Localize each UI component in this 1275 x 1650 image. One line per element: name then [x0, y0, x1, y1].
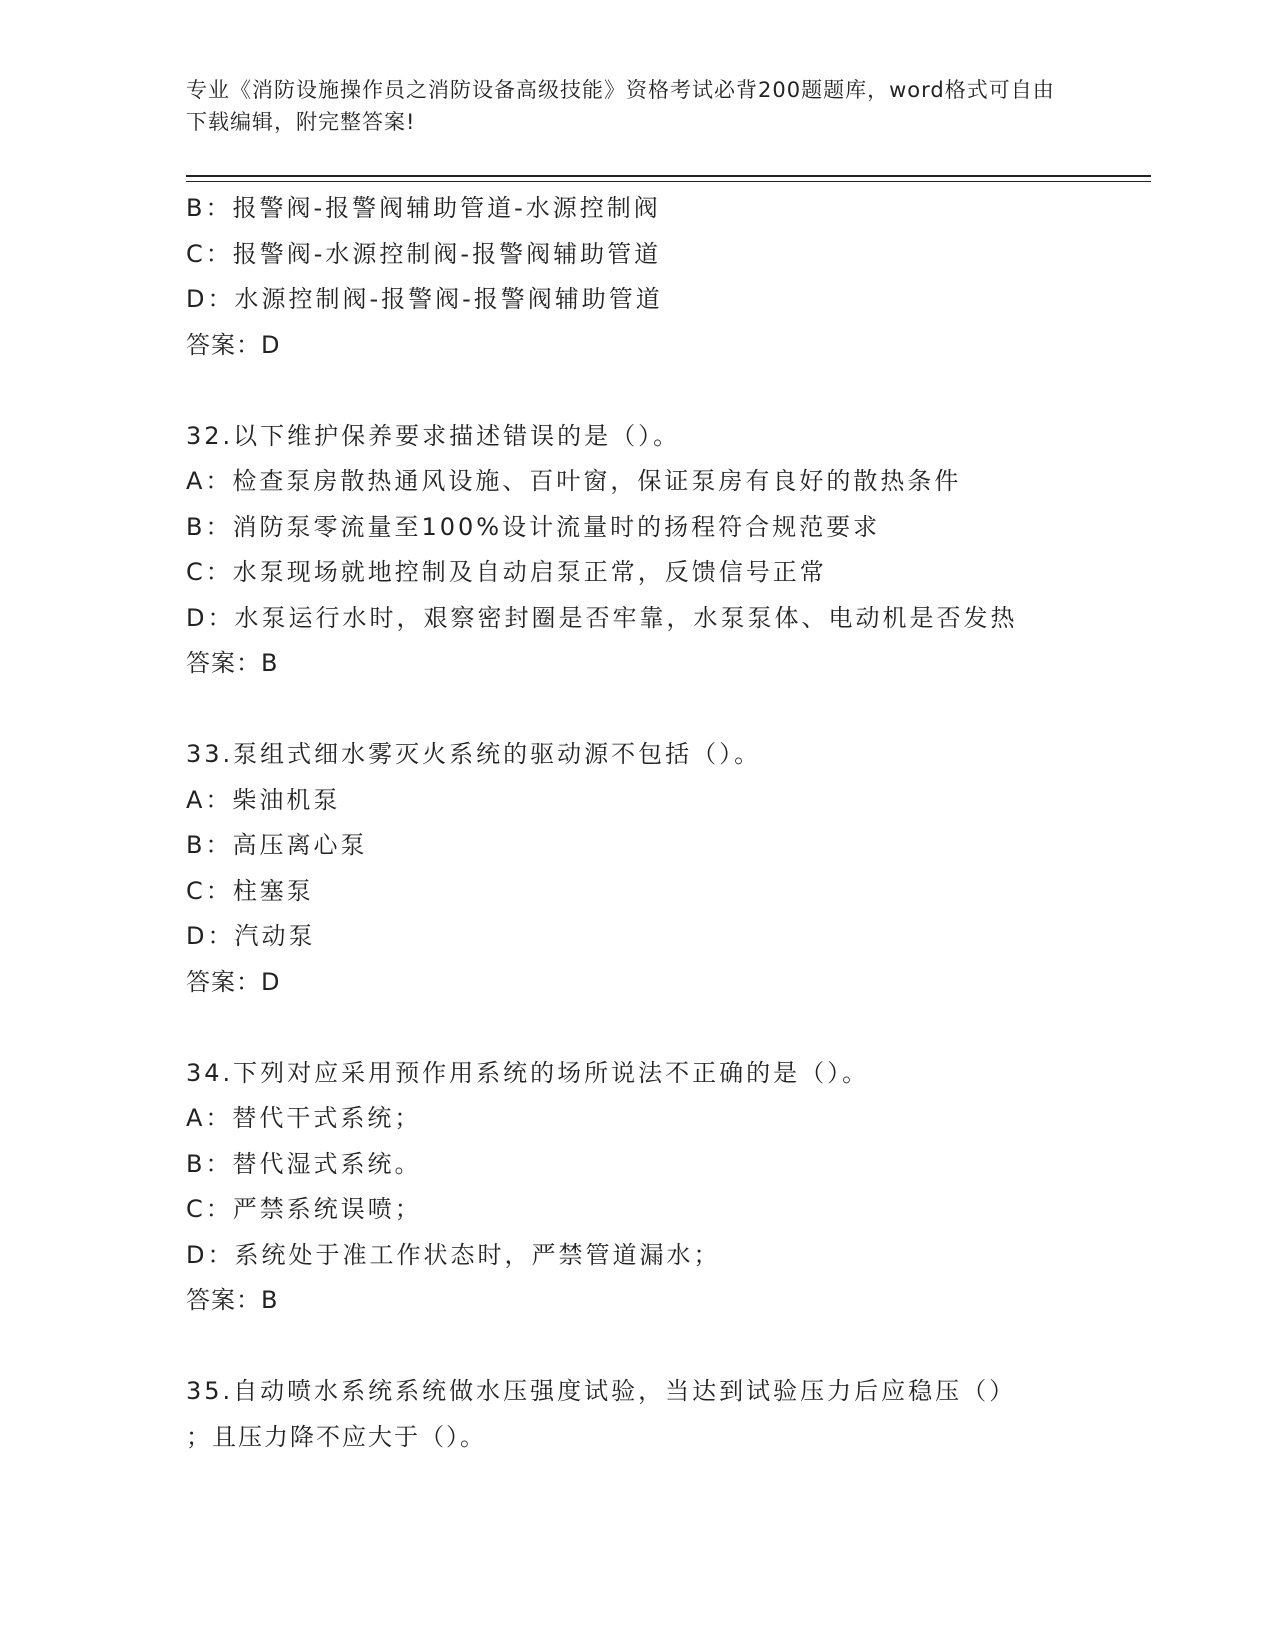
option-d: D：水源控制阀-报警阀-报警阀辅助管道 — [186, 285, 663, 313]
header-text: 专业《消防设施操作员之消防设备高级技能》资格考试必背200题题库，word格式可自由下载编辑，附完整答案! — [186, 78, 1055, 134]
option-a: A：柴油机泵 — [186, 785, 341, 814]
answer-line: 答案：D — [186, 330, 281, 359]
header-divider-thick — [186, 175, 1151, 177]
answer-line: 答案：B — [186, 1286, 279, 1314]
question-32 — [186, 414, 1151, 687]
question-34 — [186, 1051, 1151, 1324]
option-d: D：系统处于准工作状态时，严禁管道漏水； — [186, 1240, 721, 1269]
question-31-continued — [186, 186, 1151, 368]
question-stem: 35.自动喷水系统系统做水压强度试验，当达到试验压力后应稳压（） — [186, 1377, 1017, 1405]
question-stem-continued: ；且压力降不应大于（）。 — [186, 1422, 486, 1451]
option-d: D：汽动泵 — [186, 922, 316, 950]
question-stem: 32.以下维护保养要求描述错误的是（）。 — [186, 421, 681, 450]
question-stem: 34.下列对应采用预作用系统的场所说法不正确的是（）。 — [186, 1058, 870, 1087]
answer-line: 答案：B — [186, 649, 279, 677]
option-b: B：报警阀-报警阀辅助管道-水源控制阀 — [186, 194, 661, 222]
option-b: B：高压离心泵 — [186, 831, 368, 859]
question-35 — [186, 1369, 1151, 1460]
header-divider-thin — [186, 181, 1151, 182]
option-c: C：柱塞泵 — [186, 876, 314, 905]
option-a: A：替代干式系统； — [186, 1104, 422, 1132]
option-c: C：严禁系统误喷； — [186, 1195, 422, 1223]
answer-line: 答案：D — [186, 967, 281, 996]
question-stem: 33.泵组式细水雾灭火系统的驱动源不包括（）。 — [186, 740, 762, 768]
option-c: C：水泵现场就地控制及自动启泵正常，反馈信号正常 — [186, 558, 827, 586]
question-list — [186, 186, 1151, 1460]
option-b: B：替代湿式系统。 — [186, 1149, 422, 1178]
option-a: A：检查泵房散热通风设施、百叶窗，保证泵房有良好的散热条件 — [186, 467, 962, 495]
document-header — [186, 74, 1066, 138]
question-33 — [186, 732, 1151, 1005]
option-b: B：消防泵零流量至100%设计流量时的扬程符合规范要求 — [186, 512, 881, 541]
option-c: C：报警阀-水源控制阀-报警阀辅助管道 — [186, 239, 662, 268]
option-d: D：水泵运行水时，艰察密封圈是否牢靠，水泵泵体、电动机是否发热 — [186, 603, 1018, 632]
